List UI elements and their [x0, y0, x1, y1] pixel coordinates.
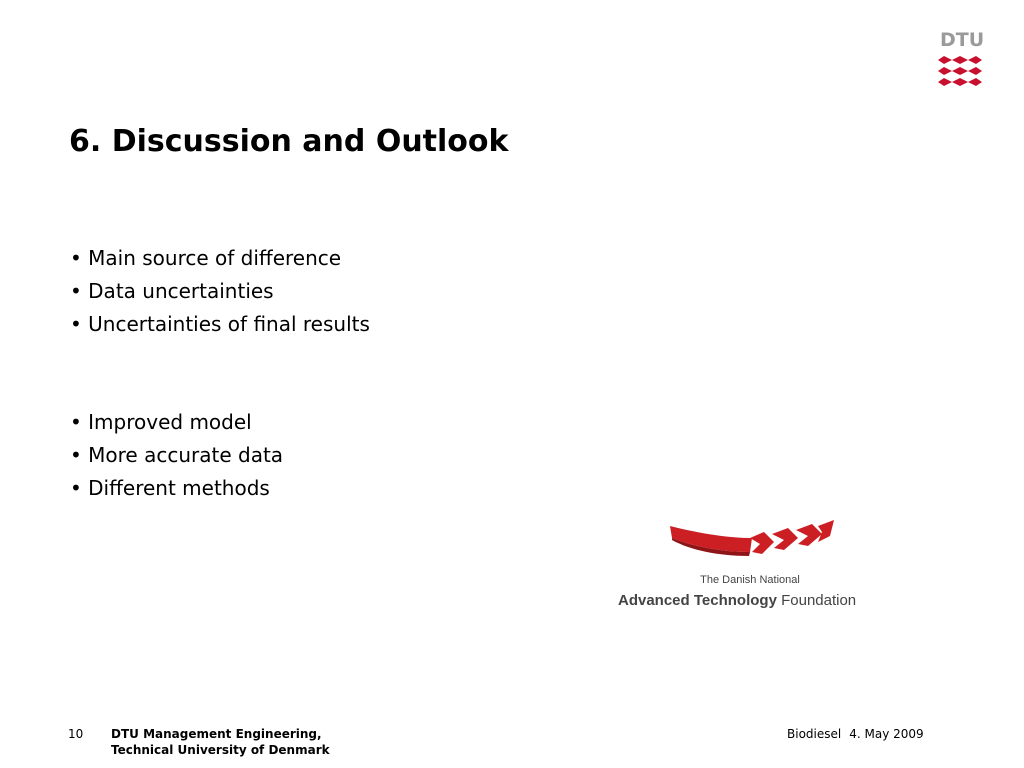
bullet-list-outlook — [70, 406, 283, 505]
slide-title: 6. Discussion and Outlook — [69, 124, 509, 159]
foundation-logo-light: Foundation — [781, 592, 857, 609]
dtu-logo — [936, 30, 984, 94]
bullet-item: • Different methods — [70, 472, 283, 505]
red-arrows-icon — [612, 512, 892, 568]
bullet-item: • Improved model — [70, 406, 283, 439]
footer-organization — [111, 726, 330, 758]
page-number: 10 — [68, 727, 84, 741]
footer-org-line1: DTU Management Engineering, — [111, 727, 322, 741]
bullet-item: • Main source of difference — [70, 242, 370, 275]
bullet-list-discussion — [70, 242, 370, 341]
footer-topic: Biodiesel — [787, 727, 842, 741]
dtu-corporate-mark-icon — [938, 56, 982, 90]
bullet-item: • Uncertainties of final results — [70, 308, 370, 341]
bullet-item: • More accurate data — [70, 439, 283, 472]
footer-meta — [787, 727, 924, 741]
bullet-item: • Data uncertainties — [70, 275, 370, 308]
advanced-technology-foundation-logo — [612, 512, 892, 616]
foundation-logo-line1: The Danish National — [700, 574, 800, 586]
footer-date: 4. May 2009 — [849, 727, 924, 741]
dtu-logo-text: DTU — [940, 29, 985, 51]
foundation-logo-line2 — [618, 592, 856, 609]
footer-org-line2: Technical University of Denmark — [111, 743, 330, 757]
foundation-logo-bold: Advanced Technology — [618, 592, 777, 609]
